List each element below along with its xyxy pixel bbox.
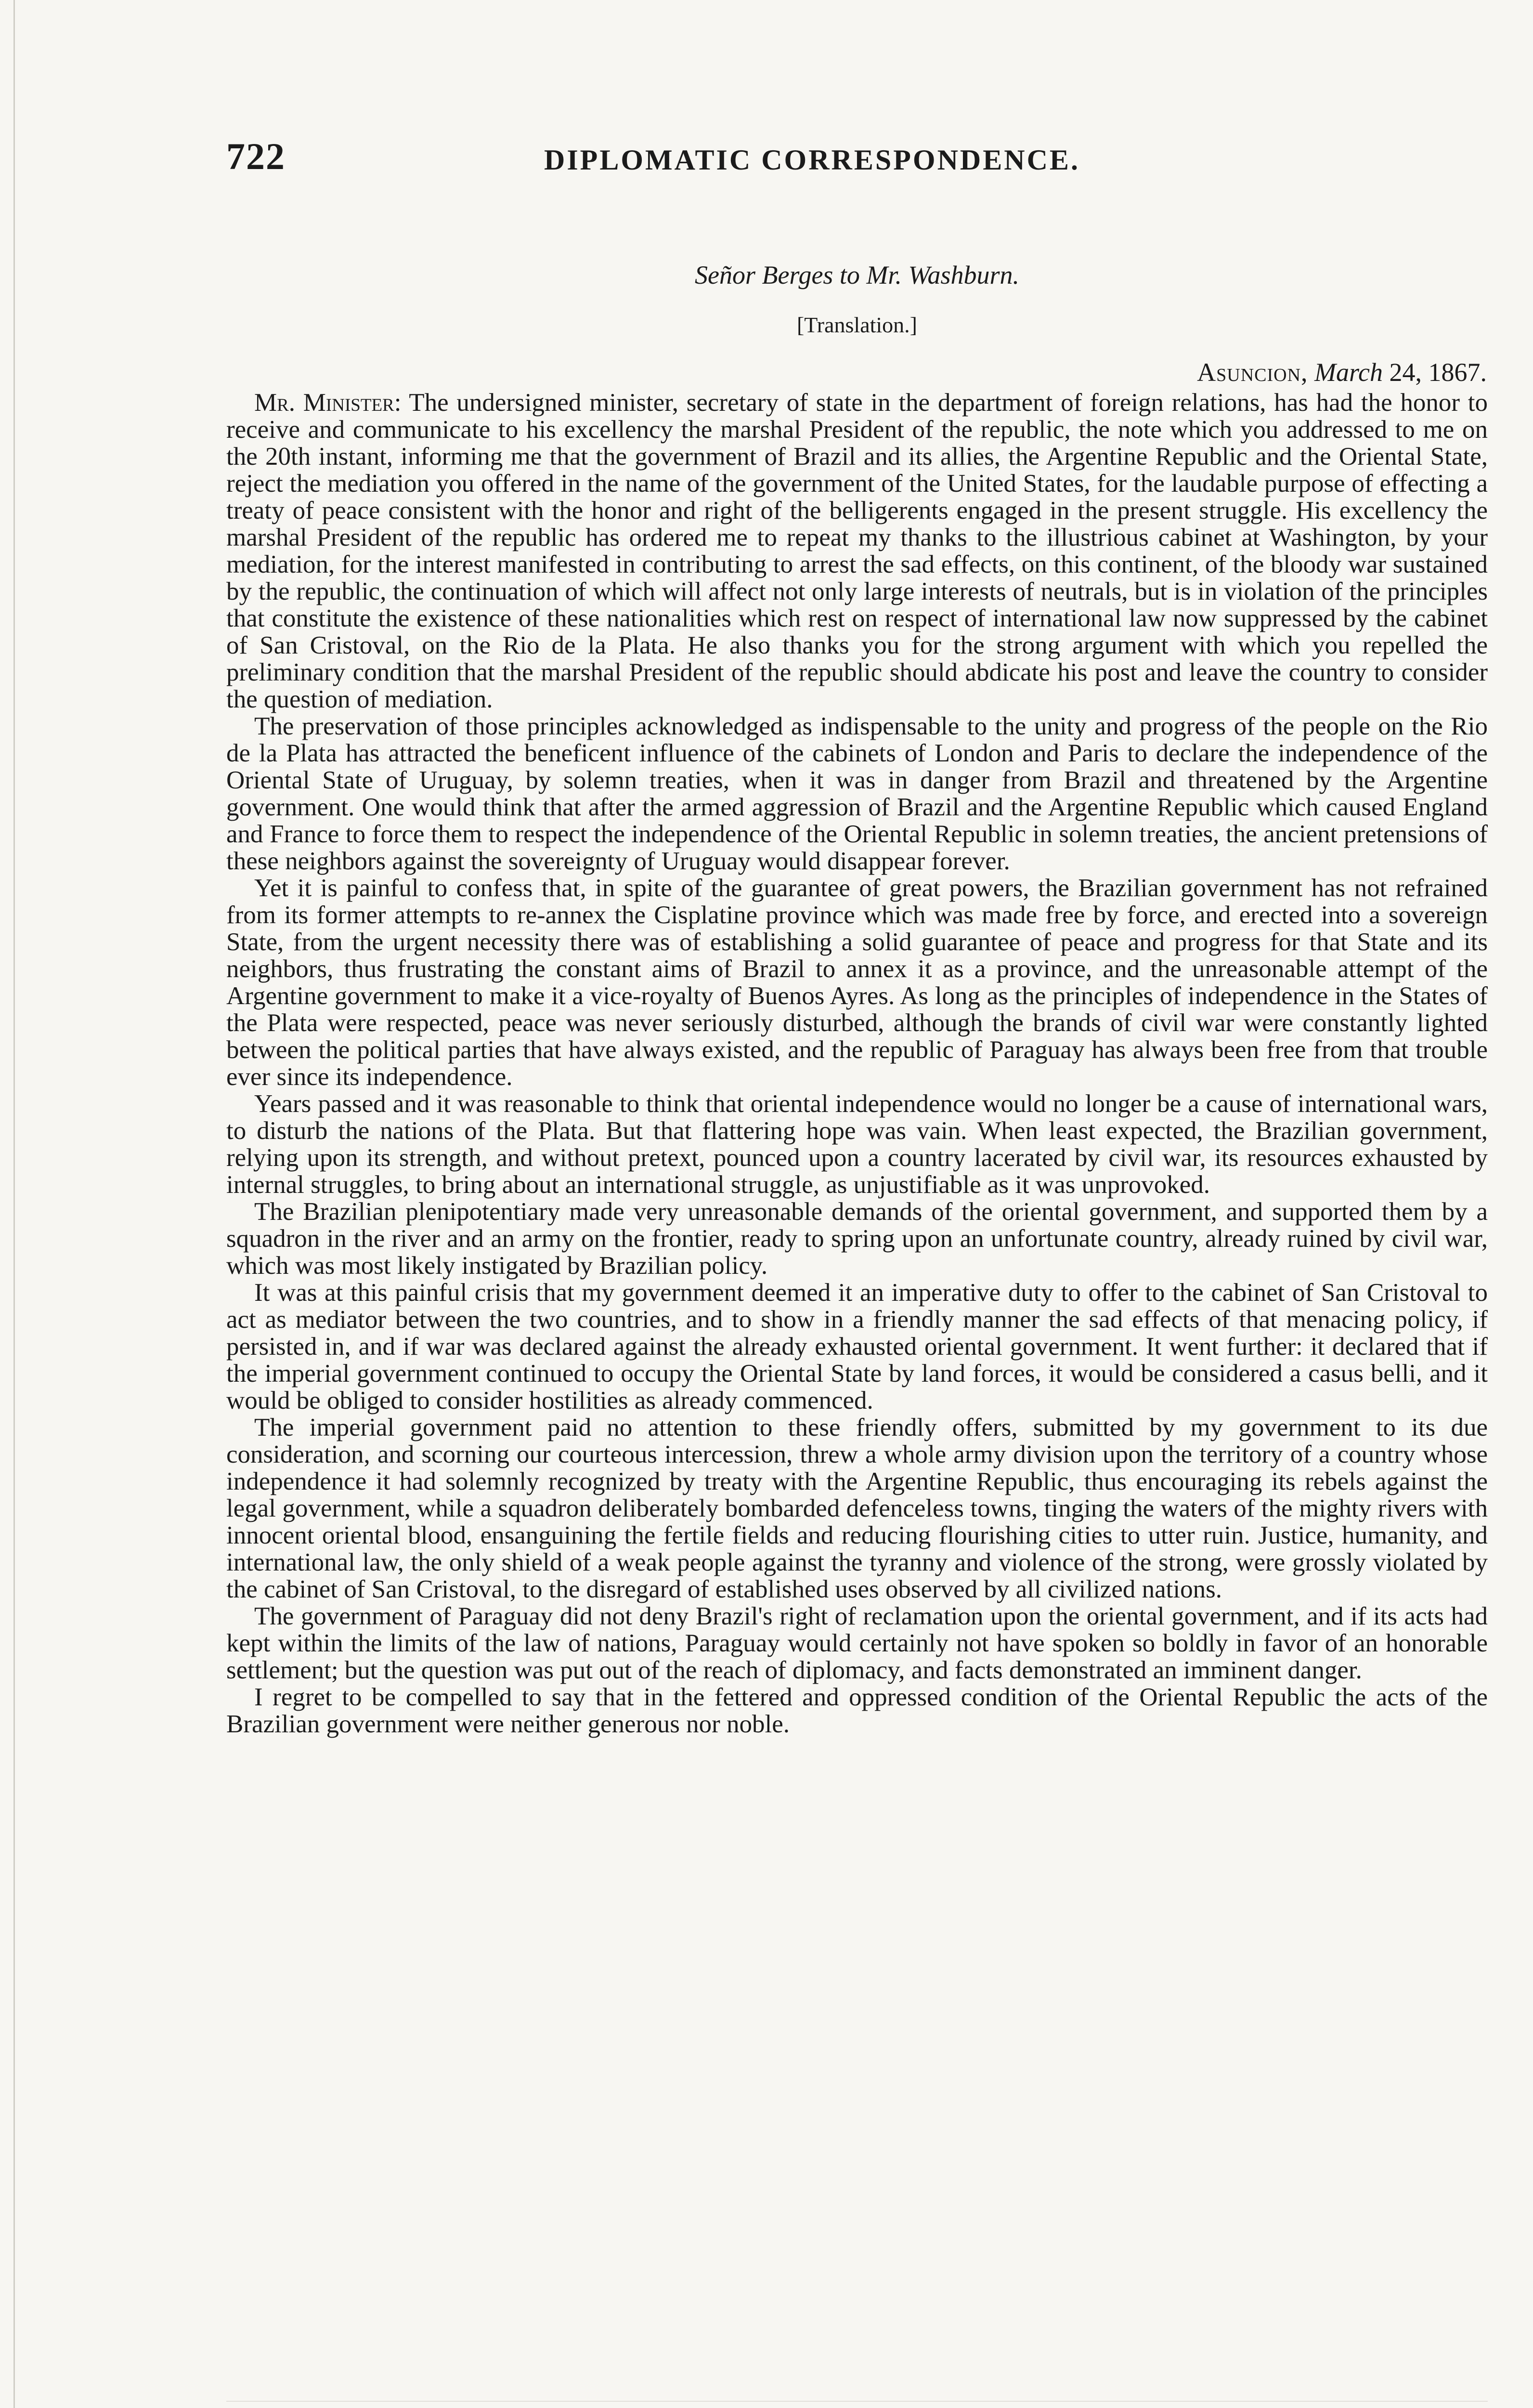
dateline-day-year: 24, 1867. <box>1389 358 1487 387</box>
paragraph-5: The Brazilian plenipotentiary made very unreasonable demands of the oriental government, and supported them by a squadron in the river and an army on the frontier, ready to spring upon an unfortunate country, already ruined by civil war, which was most likely instigated by Brazilian policy. <box>226 1198 1488 1280</box>
running-head: DIPLOMATIC CORRESPONDENCE. <box>544 144 1080 176</box>
page-edge-rule <box>13 0 15 2408</box>
paragraph-1 <box>226 389 1488 713</box>
paragraph-text: The undersigned minister, secretary of state in the department of foreign relations, has had the honor to receive and communicate to his excellency the marshal President of the republic, the note which you addressed to me on the 20th instant, informing me that the government of Brazil and its allies, the Argentine Republic and the Oriental State, reject the mediation you offered in the name of the government of the United States, for the laudable purpose of effecting a treaty of peace consistent with the honor and right of the belligerents engaged in the present struggle. His excellency the marshal President of the republic has ordered me to repeat my thanks to the illustrious cabinet at Washington, by your mediation, for the interest manifested in contributing to arrest the sad effects, on this continent, of the bloody war sustained by the republic, the continuation of which will affect not only large interests of neutrals, but is in violation of the principles that constitute the existence of these nationalities which rest on respect of international law now suppressed by the cabinet of San Cristoval, on the Rio de la Plata. He also thanks you for the strong argument with which you repelled the preliminary condition that the marshal President of the republic should abdicate his post and leave the country to consider the question of mediation. <box>226 389 1488 713</box>
salutation: Mr. Minister: <box>254 389 402 417</box>
dateline-place: Asuncion, <box>1197 358 1308 387</box>
paragraph-8: The government of Paraguay did not deny Brazil's right of reclamation upon the oriental government, and if its acts had kept within the limits of the law of nations, Paraguay would certainly not have spoken so boldly in favor of an honorable settlement; but the question was put out of the reach of diplomacy, and facts demonstrated an imminent danger. <box>226 1602 1488 1684</box>
letter-title: Señor Berges to Mr. Washburn. <box>695 261 1019 289</box>
page-bottom-rule <box>226 2401 1488 2402</box>
paragraph-7: The imperial government paid no attention to these friendly offers, submitted by my government to its due consideration, and scorning our courteous intercession, threw a whole army division upon the territory of a country whose independence it had solemnly recognized by treaty with the Argentine Republic, thus encouraging its rebels against the legal government, while a squadron deliberately bombarded defenceless towns, tinging the waters of the mighty rivers with innocent oriental blood, ensanguining the fertile fields and reducing flourishing cities to utter ruin. Justice, humanity, and international law, the only shield of a weak people against the tyranny and violence of the strong, were grossly violated by the cabinet of San Cristoval, to the disregard of established uses observed by all civilized nations. <box>226 1413 1488 1603</box>
translation-note: [Translation.] <box>796 313 917 337</box>
paragraph-6: It was at this painful crisis that my government deemed it an imperative duty to offer to the cabinet of San Cristoval to act as mediator between the two countries, and to show in a friendly manner the sad effects of that menacing policy, if persisted in, and if war was declared against the already exhausted oriental government. It went further: it declared that if the imperial government continued to occupy the Oriental State by land forces, it would be considered a casus belli, and it would be obliged to consider hostilities as already commenced. <box>226 1279 1488 1414</box>
dateline-month: March <box>1314 358 1383 387</box>
paragraph-4: Years passed and it was reasonable to think that oriental independence would no longer be a cause of international wars, to disturb the nations of the Plata. But that flattering hope was vain. When least expected, the Brazilian government, relying upon its strength, and without pretext, pounced upon a country lacerated by civil war, its resources exhausted by internal struggles, to bring about an international struggle, as unjustifiable as it was unprovoked. <box>226 1090 1488 1199</box>
paragraph-3: Yet it is painful to confess that, in spite of the guarantee of great powers, the Brazilian government has not refrained from its former attempts to re-annex the Cisplatine province which was made free by force, and erected into a sovereign State, from the urgent necessity there was of establishing a solid guarantee of peace and progress for that State and its neighbors, thus frustrating the constant aims of Brazil to annex it as a province, and the unreasonable attempt of the Argentine government to make it a vice-royalty of Buenos Ayres. As long as the principles of independence in the States of the Plata were respected, peace was never seriously disturbed, although the brands of civil war were constantly lighted between the political parties that have always existed, and the republic of Paraguay has always been free from that trouble ever since its independence. <box>226 874 1488 1091</box>
dateline <box>1197 357 1487 387</box>
page-number: 722 <box>226 135 286 177</box>
letter-body <box>226 389 1488 1738</box>
paragraph-2: The preservation of those principles acknowledged as indispensable to the unity and progress of the people on the Rio de la Plata has attracted the beneficent influence of the cabinets of London and Paris to declare the independence of the Oriental State of Uruguay, by solemn treaties, when it was in danger from Brazil and threatened by the Argentine government. One would think that after the armed aggression of Brazil and the Argentine Republic which caused England and France to force them to respect the independence of the Oriental Republic in solemn treaties, the ancient pretensions of these neighbors against the sovereignty of Uruguay would disappear forever. <box>226 712 1488 875</box>
page-header <box>226 135 1488 188</box>
paragraph-9: I regret to be compelled to say that in the fettered and oppressed condition of the Oriental Republic the acts of the Brazilian government were neither generous nor noble. <box>226 1683 1488 1738</box>
